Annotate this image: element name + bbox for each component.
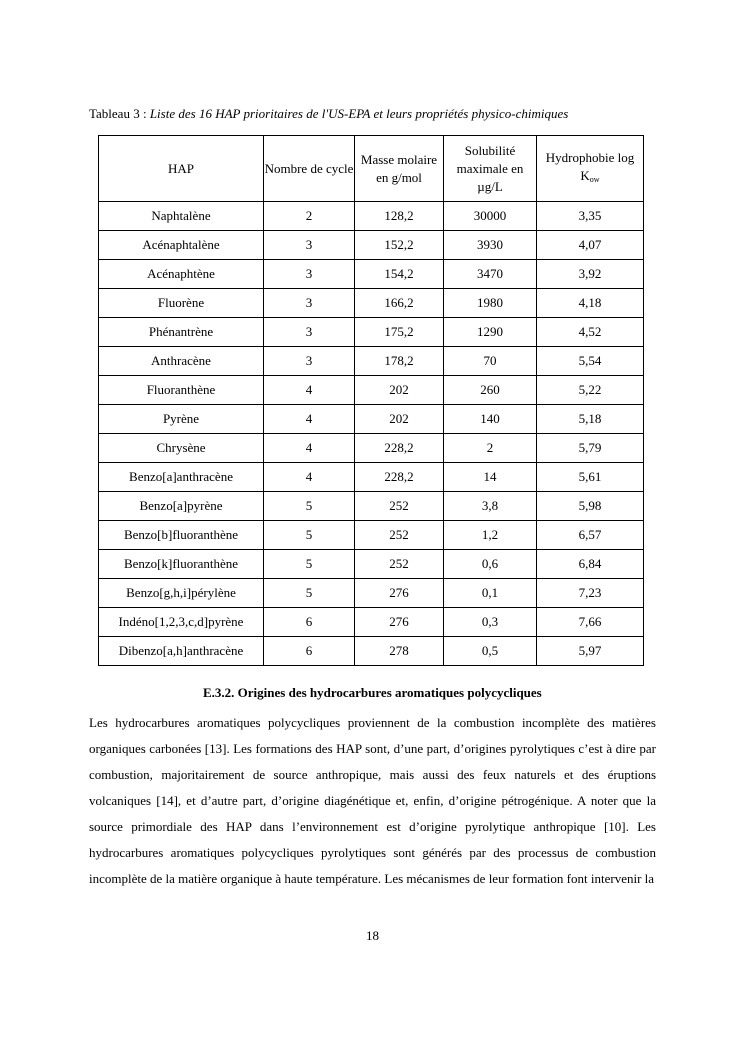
cell-masse: 152,2 [355, 231, 444, 260]
header-solubilite: Solubilité maximale en µg/L [444, 136, 537, 202]
table-row [99, 347, 644, 376]
body-paragraph: Les hydrocarbures aromatiques polycycliques proviennent de la combustion incomplète des matières organiques carbonées [13]. Les formations des HAP sont, d’une part, d’origines pyrolytiques c’est à dire par combustion, majoritairement de source anthropique, mais aussi des feux naturels et des éruptions volcaniques [14], et d’autre part, d’origine diagénétique et, enfin, d’origine pétrogénique. A noter que la source primordiale des HAP dans l’environnement est d’origine pyrolytique anthropique [10]. Les hydrocarbures aromatiques polycycliques pyrolytiques sont générés par des processus de combustion incomplète de la matière organique à haute température. Les mécanismes de leur formation font intervenir la [89, 715, 656, 886]
hap-table [98, 135, 644, 666]
cell-solubilite: 0,1 [444, 579, 537, 608]
cell-solubilite: 70 [444, 347, 537, 376]
cell-hap: Fluorène [99, 289, 264, 318]
cell-solubilite: 30000 [444, 202, 537, 231]
table-row [99, 231, 644, 260]
caption-title: Liste des 16 HAP prioritaires de l'US-EPA et leurs propriétés physico-chimiques [149, 106, 569, 121]
cell-hydrophobie: 5,98 [537, 492, 644, 521]
table-body [99, 202, 644, 666]
table-row [99, 289, 644, 318]
cell-cycles: 4 [264, 434, 355, 463]
cell-cycles: 5 [264, 579, 355, 608]
cell-masse: 166,2 [355, 289, 444, 318]
cell-masse: 202 [355, 376, 444, 405]
cell-hap: Indéno[1,2,3,c,d]pyrène [99, 608, 264, 637]
cell-cycles: 2 [264, 202, 355, 231]
cell-hap: Acénaphtène [99, 260, 264, 289]
cell-solubilite: 3,8 [444, 492, 537, 521]
cell-solubilite: 14 [444, 463, 537, 492]
cell-cycles: 4 [264, 463, 355, 492]
cell-hap: Chrysène [99, 434, 264, 463]
cell-masse: 252 [355, 550, 444, 579]
cell-solubilite: 0,6 [444, 550, 537, 579]
cell-hydrophobie: 5,79 [537, 434, 644, 463]
cell-hydrophobie: 5,97 [537, 637, 644, 666]
table-row [99, 608, 644, 637]
cell-cycles: 3 [264, 231, 355, 260]
table-row [99, 463, 644, 492]
cell-hap: Benzo[a]pyrène [99, 492, 264, 521]
table-row [99, 579, 644, 608]
cell-hydrophobie: 3,35 [537, 202, 644, 231]
cell-hydrophobie: 4,07 [537, 231, 644, 260]
section-title: E.3.2. Origines des hydrocarbures aromatiques polycycliques [203, 685, 542, 700]
cell-hydrophobie: 3,92 [537, 260, 644, 289]
cell-masse: 175,2 [355, 318, 444, 347]
table-row [99, 637, 644, 666]
cell-cycles: 5 [264, 492, 355, 521]
cell-hap: Fluoranthène [99, 376, 264, 405]
table-row [99, 376, 644, 405]
table-row [99, 550, 644, 579]
cell-hydrophobie: 5,54 [537, 347, 644, 376]
cell-hap: Benzo[g,h,i]pérylène [99, 579, 264, 608]
cell-masse: 252 [355, 521, 444, 550]
cell-cycles: 3 [264, 260, 355, 289]
cell-solubilite: 0,3 [444, 608, 537, 637]
cell-hydrophobie: 5,61 [537, 463, 644, 492]
cell-solubilite: 1290 [444, 318, 537, 347]
cell-masse: 276 [355, 608, 444, 637]
table-row [99, 260, 644, 289]
cell-cycles: 3 [264, 318, 355, 347]
cell-hap: Pyrène [99, 405, 264, 434]
cell-hap: Phénantrène [99, 318, 264, 347]
cell-masse: 228,2 [355, 463, 444, 492]
cell-masse: 252 [355, 492, 444, 521]
table-header-row [99, 136, 644, 202]
cell-cycles: 5 [264, 521, 355, 550]
header-hap: HAP [99, 136, 264, 202]
table-row [99, 318, 644, 347]
cell-masse: 278 [355, 637, 444, 666]
cell-hydrophobie: 6,57 [537, 521, 644, 550]
cell-cycles: 4 [264, 405, 355, 434]
cell-hap: Anthracène [99, 347, 264, 376]
cell-hydrophobie: 6,84 [537, 550, 644, 579]
cell-hydrophobie: 7,23 [537, 579, 644, 608]
cell-hap: Benzo[a]anthracène [99, 463, 264, 492]
cell-hydrophobie: 7,66 [537, 608, 644, 637]
cell-hap: Dibenzo[a,h]anthracène [99, 637, 264, 666]
header-hydrophobie-subscript: ow [589, 174, 600, 184]
cell-solubilite: 2 [444, 434, 537, 463]
cell-solubilite: 3470 [444, 260, 537, 289]
header-hydrophobie-label: Hydrophobie log K [545, 149, 635, 183]
table-row [99, 434, 644, 463]
cell-hap: Benzo[k]fluoranthène [99, 550, 264, 579]
header-hydrophobie [537, 136, 644, 202]
cell-solubilite: 140 [444, 405, 537, 434]
header-masse: Masse molaire en g/mol [355, 136, 444, 202]
table-row [99, 521, 644, 550]
table-row [99, 405, 644, 434]
cell-solubilite: 3930 [444, 231, 537, 260]
caption-label: Tableau 3 : [89, 106, 147, 121]
page-number: 18 [366, 928, 379, 943]
cell-hydrophobie: 4,52 [537, 318, 644, 347]
cell-masse: 178,2 [355, 347, 444, 376]
cell-solubilite: 0,5 [444, 637, 537, 666]
cell-masse: 128,2 [355, 202, 444, 231]
cell-cycles: 4 [264, 376, 355, 405]
cell-cycles: 5 [264, 550, 355, 579]
table-row [99, 202, 644, 231]
cell-masse: 202 [355, 405, 444, 434]
table-row [99, 492, 644, 521]
cell-masse: 276 [355, 579, 444, 608]
cell-cycles: 6 [264, 608, 355, 637]
cell-cycles: 3 [264, 289, 355, 318]
cell-hydrophobie: 5,22 [537, 376, 644, 405]
cell-hap: Benzo[b]fluoranthène [99, 521, 264, 550]
cell-hap: Naphtalène [99, 202, 264, 231]
cell-hap: Acénaphtalène [99, 231, 264, 260]
cell-solubilite: 1,2 [444, 521, 537, 550]
cell-cycles: 3 [264, 347, 355, 376]
cell-solubilite: 1980 [444, 289, 537, 318]
header-cycles: Nombre de cycle [264, 136, 355, 202]
table-caption [89, 106, 669, 122]
cell-masse: 154,2 [355, 260, 444, 289]
cell-cycles: 6 [264, 637, 355, 666]
cell-hydrophobie: 5,18 [537, 405, 644, 434]
cell-solubilite: 260 [444, 376, 537, 405]
cell-hydrophobie: 4,18 [537, 289, 644, 318]
cell-masse: 228,2 [355, 434, 444, 463]
